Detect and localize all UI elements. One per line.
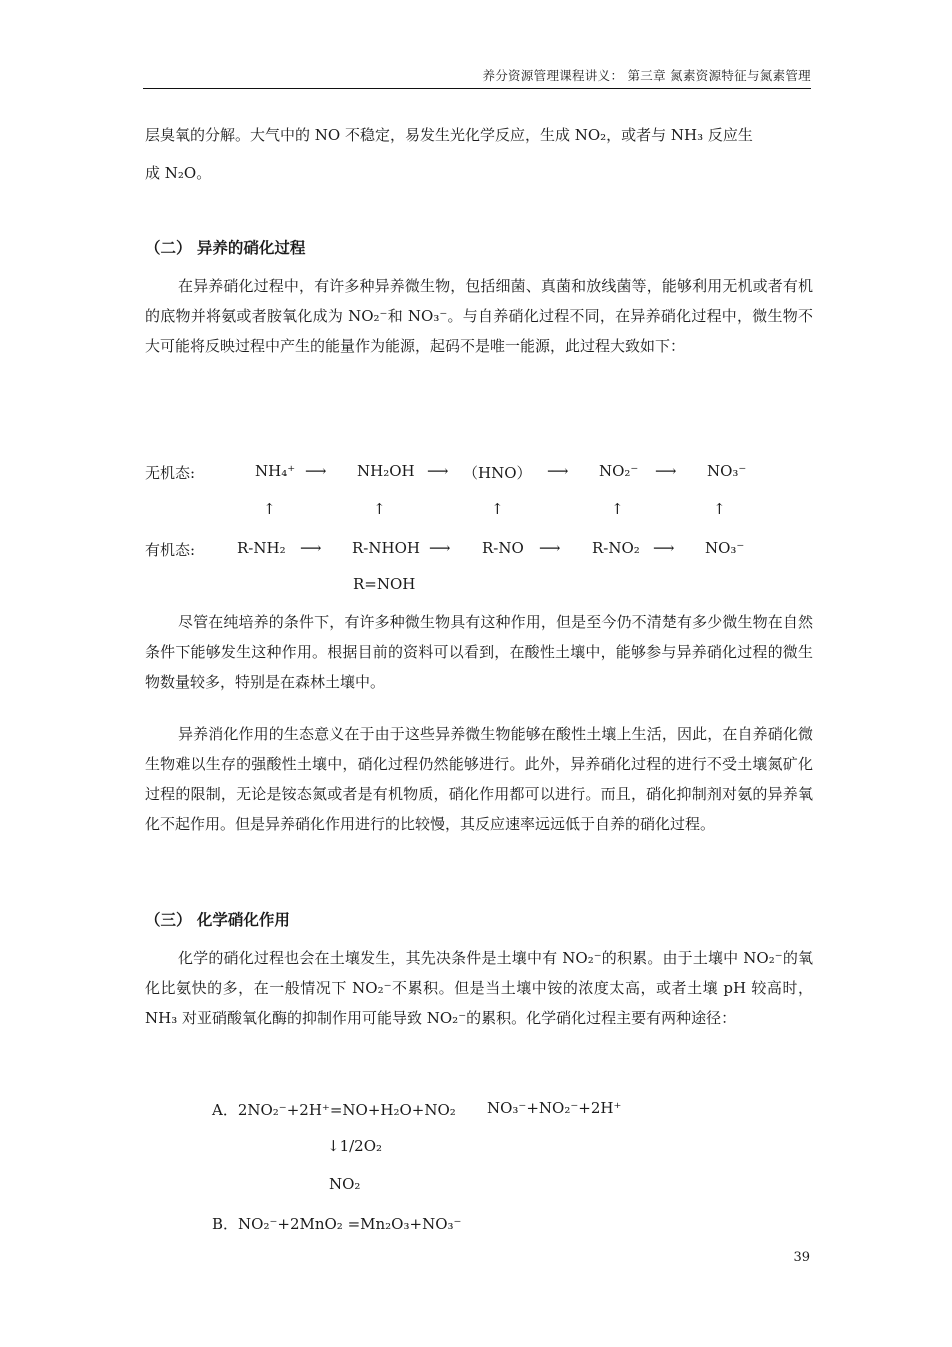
species-rno2: R-NO₂ — [592, 539, 640, 557]
section-heading-3: （三） 化学硝化作用 — [145, 910, 290, 929]
species-nh4: NH₄⁺ — [255, 462, 296, 480]
arrow-up-icon: ↑ — [263, 500, 276, 518]
intro-line-1: 层臭氧的分解。大气中的 NO 不稳定，易发生光化学反应，生成 NO₂，或者与 NH₃ 反应生 — [145, 126, 753, 144]
equation-a-product: NO₂ — [329, 1175, 361, 1193]
intro-line-2: 成 N₂O。 — [145, 164, 212, 182]
arrow-up-icon: ↑ — [611, 500, 624, 518]
page-number: 39 — [793, 1250, 810, 1265]
species-rnh2: R-NH₂ — [237, 539, 286, 557]
equation-a-left: A．2NO₂⁻+2H⁺=NO+H₂O+NO₂ — [212, 1101, 456, 1119]
species-no2: NO₂⁻ — [599, 462, 639, 480]
arrow-right-icon: ⟶ — [300, 539, 322, 557]
section3-paragraph: 化学的硝化过程也会在土壤发生，其先决条件是土壤中有 NO₂⁻的积累。由于土壤中 NO₂⁻的氧化比氨快的多，在一般情况下 NO₂⁻不累积。但是当土壤中铵的浓度太高，或者土壤 pH 较高时，NH₃ 对亚硝酸氧化酶的抑制作用可能导致 NO₂⁻的累积。化学硝化过程主要有两种途径： — [145, 949, 813, 1027]
equation-b: B．NO₂⁻+2MnO₂ =Mn₂O₃+NO₃⁻ — [212, 1215, 462, 1233]
arrow-up-icon: ↑ — [713, 500, 726, 518]
species-rnoh: R=NOH — [353, 575, 416, 593]
species-no3-organic: NO₃⁻ — [705, 539, 745, 557]
arrow-right-icon: ⟶ — [539, 539, 561, 557]
arrow-right-icon: ⟶ — [655, 462, 677, 480]
species-hno: （HNO） — [463, 464, 532, 482]
scheme-inorganic-row — [145, 462, 805, 482]
equation-a-step: ↓1/2O₂ — [327, 1137, 383, 1155]
species-rnhoh: R-NHOH — [352, 539, 420, 557]
arrow-right-icon: ⟶ — [427, 462, 449, 480]
arrow-right-icon: ⟶ — [305, 462, 327, 480]
header-rule — [143, 88, 811, 89]
species-no3: NO₃⁻ — [707, 462, 747, 480]
equation-a-right: NO₃⁻+NO₂⁻+2H⁺ — [487, 1099, 622, 1117]
arrow-up-icon: ↑ — [373, 500, 386, 518]
paragraph-ecology: 异养消化作用的生态意义在于由于这些异养微生物能够在酸性土壤上生活，因此，在自养硝化微生物难以生存的强酸性土壤中，硝化过程仍然能够进行。此外，异养硝化过程的进行不受土壤氮矿化过程的限制，无论是铵态氮或者是有机物质，硝化作用都可以进行。而且，硝化抑制剂对氨的异养氧化不起作用。但是异养硝化作用进行的比较慢，其反应速率远远低于自养的硝化过程。 — [145, 725, 813, 833]
species-rno: R-NO — [482, 539, 524, 557]
section-heading-2: （二） 异养的硝化过程 — [145, 238, 306, 257]
arrow-up-icon: ↑ — [491, 500, 504, 518]
section2-paragraph: 在异养硝化过程中，有许多种异养微生物，包括细菌、真菌和放线菌等，能够利用无机或者有机的底物并将氨或者胺氧化成为 NO₂⁻和 NO₃⁻。与自养硝化过程不同，在异养硝化过程中，微生物不大可能将反映过程中产生的能量作为能源，起码不是唯一能源，此过程大致如下： — [145, 277, 813, 355]
scheme-extra-row — [145, 575, 445, 595]
species-nh2oh: NH₂OH — [357, 462, 415, 480]
running-header: 养分资源管理课程讲义： 第三章 氮素资源特征与氮素管理 — [482, 68, 811, 83]
arrow-right-icon: ⟶ — [653, 539, 675, 557]
inorganic-label: 无机态: — [145, 464, 196, 482]
scheme-up-arrows — [145, 500, 805, 520]
organic-label: 有机态: — [145, 541, 196, 559]
paragraph-pure-culture: 尽管在纯培养的条件下，有许多种微生物具有这种作用，但是至今仍不清楚有多少微生物在自然条件下能够发生这种作用。根据目前的资料可以看到，在酸性土壤中，能够参与异养硝化过程的微生物数量较多，特别是在森林土壤中。 — [145, 613, 813, 691]
arrow-right-icon: ⟶ — [429, 539, 451, 557]
scheme-organic-row — [145, 539, 805, 559]
arrow-right-icon: ⟶ — [547, 462, 569, 480]
